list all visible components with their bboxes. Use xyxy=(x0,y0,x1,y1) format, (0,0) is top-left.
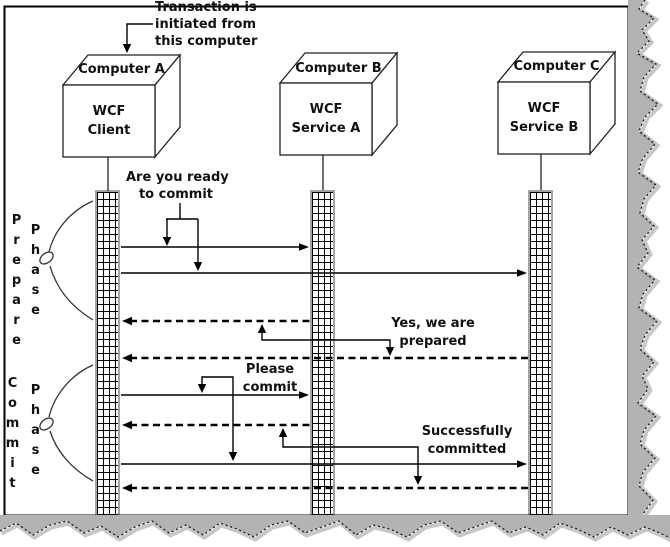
annotation-note xyxy=(155,0,257,50)
computer-c-software xyxy=(496,99,592,137)
computer-a-software xyxy=(61,102,157,140)
commit-phase-label-word1: Commit xyxy=(5,376,20,496)
computer-c-title: Computer C xyxy=(513,59,600,74)
message-line: Successfully xyxy=(421,424,513,439)
software-line: Service A xyxy=(291,121,361,136)
message-line: Are you ready xyxy=(126,170,229,185)
message-line: prepared xyxy=(399,334,467,349)
computer-b-title: Computer B xyxy=(295,61,382,76)
annotation-line: initiated from xyxy=(155,17,257,32)
annotation-line: this computer xyxy=(155,34,258,49)
computer-a-title: Computer A xyxy=(78,62,165,77)
prepare-phase-label-word1: Prepare xyxy=(9,213,24,353)
message-line: Yes, we are xyxy=(391,316,475,331)
message-label-successfully-committed xyxy=(419,423,515,459)
commit-phase-label-word2: Phase xyxy=(28,383,43,483)
message-label-are-you-ready xyxy=(126,169,229,203)
software-line: Service B xyxy=(509,120,579,135)
message-line: to commit xyxy=(138,187,214,202)
software-line: WCF xyxy=(527,101,561,116)
prepare-phase-label-word2: Phase xyxy=(28,223,43,323)
message-label-please-commit xyxy=(235,361,305,397)
message-line: commit xyxy=(242,380,298,395)
computer-b-software xyxy=(278,100,374,138)
message-line: committed xyxy=(427,442,507,457)
software-line: WCF xyxy=(309,102,343,117)
annotation-line: Transaction is xyxy=(155,0,257,15)
message-line: Please xyxy=(245,362,295,377)
software-line: WCF xyxy=(92,104,126,119)
software-line: Client xyxy=(87,123,131,138)
message-label-yes-prepared xyxy=(385,315,481,351)
